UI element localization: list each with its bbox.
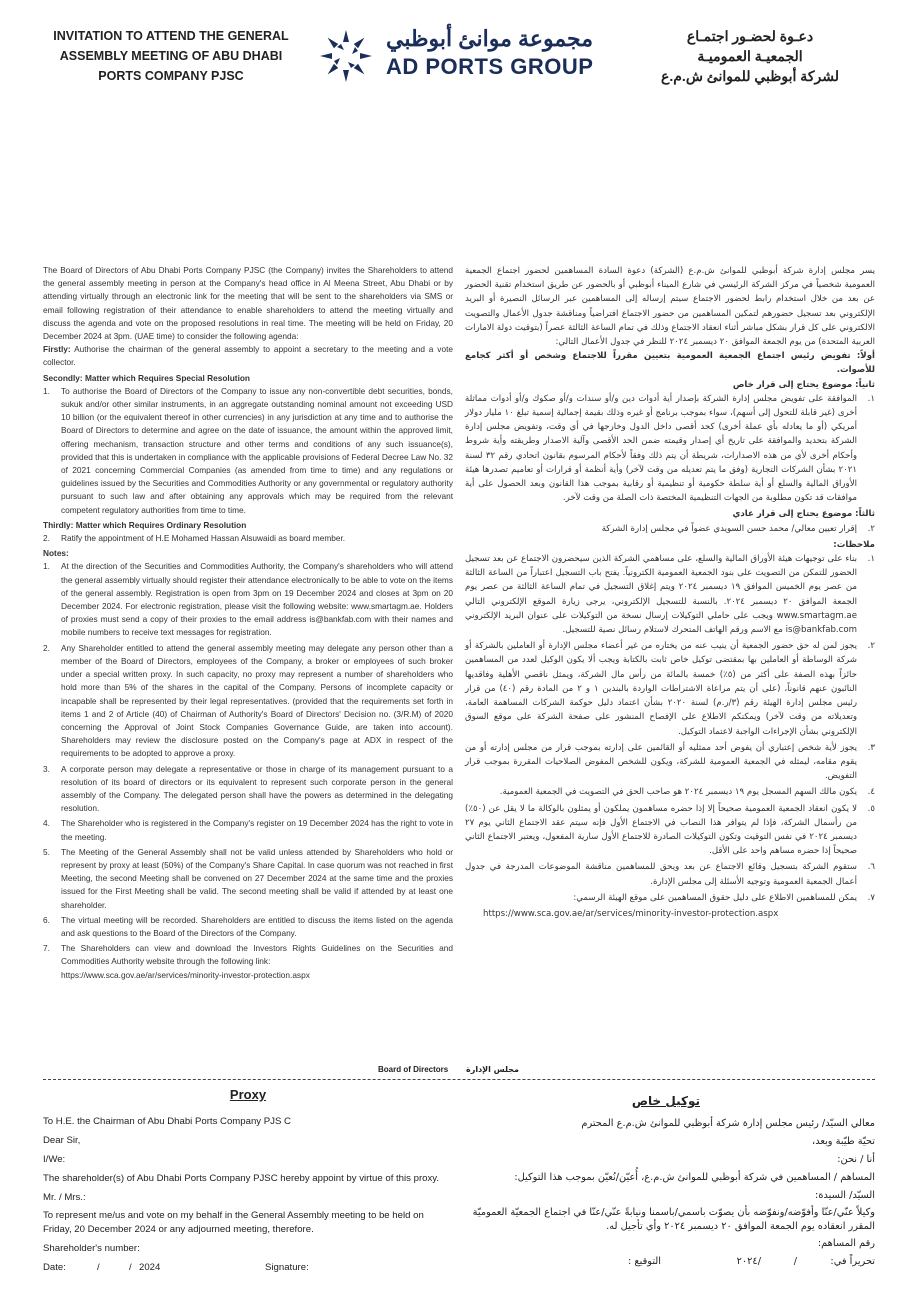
- note-number: 3.: [43, 763, 50, 774]
- agenda-item: [43, 385, 453, 517]
- proxy-dear: Dear Sir,: [43, 1135, 81, 1146]
- arabic-title-line: دعـوة لحضـور اجتمـاع: [686, 28, 814, 44]
- note-number: ٤.: [867, 787, 875, 798]
- note-number: 7.: [43, 943, 50, 954]
- proxy-mr-mrs-field-ar[interactable]: السيّد/ السيدة:: [815, 1190, 875, 1201]
- note-item-ar: [465, 552, 875, 637]
- note-item: [43, 763, 453, 816]
- arabic-title: [630, 26, 870, 86]
- proxy-represent-line-ar: وكيلاً عنّي/عنّا وأفوّضه/ونفوّضه بأن يصوّت باسمي/باسمنا ونيابةً عنّي/عنّا في اجتماع الجمعيّة العموميّة المقرر انعقاده يوم الجمعة الموافق ٢٠ ديسمبر ٢٠٢٤ وأي تأجيل له.: [472, 1207, 875, 1232]
- item-number: ١.: [867, 393, 875, 404]
- note-item-ar: [465, 741, 875, 784]
- item-number: 1.: [43, 385, 50, 396]
- note-item: [43, 642, 453, 761]
- note-text: The Meeting of the General Assembly shall not be valid unless attended by Shareholders who hold or represent by proxy at least (50%) of the Company's Share Capital. In case quorum was not reached in first Meeting, the second Meeting shall be convened on 27 December 2024 at the same time and the proxies issued for the First Meeting shall be valid. The second meeting shall be valid if attended by at least one shareholder.: [61, 846, 453, 910]
- intro-paragraph: The Board of Directors of Abu Dhabi Ports Company PJSC (the Company) invites the Shareholders to attend the general assembly meeting in person at the Company's head office in Al Meena Street, Abu Dhabi or by attending virtually through an electronic link for the meeting that will be sent to the shareholders via SMS or email following registration of their attendance to enable shareholders to attend the meeting virtually and discuss the agenda and vote on the proposed resolutions in real time. The meeting will be held on Friday, 20 December 2024 at 3pm. (UAE time) to consider the following agenda:: [43, 265, 453, 342]
- proxy-date-signature-row-ar: [465, 1253, 875, 1271]
- item-text: إقرار تعيين معالي/ محمد حسن السويدي عضواً في مجلس إدارة الشركة: [601, 523, 857, 534]
- note-item-ar: [465, 891, 875, 905]
- proxy-represent-line: To represent me/us and vote on my behalf in the General Assembly meeting to be held on Friday, 20 December 2024 or any adjourned meeting, therefore.: [43, 1210, 424, 1235]
- note-number: ٣.: [867, 742, 875, 753]
- proxy-to-line: To H.E. the Chairman of Abu Dhabi Ports Company PJS C: [43, 1116, 291, 1127]
- thirdly-heading: Thirdly: Matter which Requires Ordinary Resolution: [43, 519, 247, 530]
- sca-link-ar[interactable]: https://www.sca.gov.ae/ar/services/minority-investor-protection.aspx: [483, 908, 779, 919]
- logo-star-icon: [318, 28, 374, 84]
- arabic-title-line: الجمعيـة العموميـة: [697, 48, 803, 64]
- arabic-notice: [465, 264, 875, 921]
- firstly-paragraph-ar: أولاً: تفويض رئيس اجتماع الجمعية العمومية بتعيين مقرراً للاجتماع وشخص أو أكثر كجامع للأصوات.: [465, 351, 875, 376]
- cut-line-divider: [43, 1079, 875, 1080]
- proxy-title-ar: توكيل خاص: [631, 1094, 700, 1108]
- header: [0, 22, 918, 92]
- secondly-heading: Secondly: Matter which Requires Special Resolution: [43, 372, 251, 383]
- proxy-mr-mrs-field[interactable]: Mr. / Mrs.:: [43, 1192, 86, 1203]
- date-separator: /: [129, 1262, 132, 1273]
- agenda-item: [43, 532, 453, 545]
- note-item: [43, 942, 453, 982]
- proxy-form-ar: [465, 1094, 875, 1271]
- note-text: At the direction of the Securities and Commodities Authority, the Company's shareholders who will attend the general assembly virtually should register their attendance electronically to be able to vote on the items of the general assembly. Registration is open from 3pm on 19 December 2024 and closes at 3pm on 20 December 2024. For electronic registration, please visit the following website: www.smartagm.ae. Holders of proxies must send a copy of their proxies to the email address is@bankfab.com with their names and mobile numbers to receive text messages for registration.: [61, 561, 453, 638]
- proxy-to-line-ar: معالي السيّد/ رئيس مجلس إدارة شركة أبوظبي للموانئ ش.م.ع المحترم: [581, 1118, 875, 1129]
- note-text: يجوز لمن له حق حضور الجمعية أن ينيب عنه من يختاره من غير أعضاء مجلس الإدارة أو العاملين بالشركة أو شركة الوساطة أو العاملين بها بمقتضى توكيل خاص ثابت بالكتابة ويجب ألا يكون الوكيل لعدد من المساهمين حائزاً بهذه الصفة على أكثر من (٥٪) خمسة بالمائة من رأس مال الشركة، ويمثل ناقصي الأهلية وفاقديها النائبون عنهم قانوناً، (على أن يتم مراعاة الاشتراطات الواردة بالبندين ١ و ٢ من المادة رقم (٤٠) من قرار رئيس مجلس إدارة الهيئة رقم (٣/ر.م) لسنة ٢٠٢٠ بشأن اعتماد دليل حوكمة الشركات المساهمة العامة، وتعديلاته من وقت لآخر) ويمكنكم الاطلاع على الإفصاح المنشور على صفحة الشركة على موقع السوق الإلكتروني بشأن الإجراءات الواجبة لاعتماد التوكيل.: [465, 641, 857, 737]
- item-number: 2.: [43, 533, 50, 544]
- arabic-title-line: لشركة أبوظبي للموانئ ش.م.ع: [661, 68, 839, 84]
- date-label[interactable]: Date:: [43, 1262, 66, 1273]
- proxy-title: Proxy: [229, 1087, 267, 1102]
- note-number: 4.: [43, 818, 50, 829]
- note-text: The virtual meeting will be recorded. Shareholders are entitled to discuss the items listed on the agenda and ask questions to the Board of the Directors of the Company.: [61, 914, 453, 938]
- date-separator: /: [97, 1262, 100, 1273]
- firstly-paragraph: [43, 343, 453, 369]
- note-number: 1.: [43, 561, 50, 572]
- notes-heading-ar: ملاحظات:: [833, 539, 875, 550]
- agenda-item-ar: [465, 522, 875, 536]
- english-notice: [43, 264, 453, 984]
- notes-heading: Notes:: [43, 548, 69, 559]
- note-text: بناء على توجيهات هيئة الأوراق المالية والسلع، على مساهمي الشركة الذين سيحضرون الاجتماع عن بعد تسجيل الحضور للتمكن من التصويت على بنود الجمعية العمومية الكترونياً. يفتح باب التسجيل اعتباراً من الساعة الثالثة من عصر يوم الخميس الموافق ١٩ ديسمبر ٢٠٢٤ ويتم إغلاق التسجيل في تمام الساعة الثالثة من عصر يوم الجمعة الموافق ٢٠ ديسمبر ٢٠٢٤. بالنسبة للتسجيل الإلكتروني، يرجى زيارة الموقع الإلكتروني التالي www.smartagm.ae ويجب على حاملي التوكيلات إرسال نسخة من التوكيلات على عنوان البريد الإلكتروني is@bankfab.com مع الاسم ورقم الهاتف المتحرك لاستلام رسائل نصية للتسجيل.: [465, 554, 857, 636]
- note-text: لا يكون انعقاد الجمعية العمومية صحيحاً إلا إذا حضره مساهمون يملكون أو يمثلون بالوكالة ما لا يقل عن (٥٠٪) من رأسمال الشركة، فإذا لم يتوافر هذا النصاب في الاجتماع الأول فإنه سيتم عقد الاجتماع الثاني يوم ٢٧ ديسمبر ٢٠٢٤ في نفس التوقيت وتكون التوكيلات الصادرة للاجتماع الأول سارية المفعول، ويعتبر الاجتماع الثاني صحيحاً إذا حضره مساهم واحد على الأقل.: [465, 803, 857, 857]
- note-text: The Shareholders can view and download the Investors Rights Guidelines on the Securities and Commodities Authority website through the following link:: [61, 943, 453, 967]
- date-year-ar: /٢٠٢٤: [736, 1256, 761, 1267]
- item-text: Ratify the appointment of H.E Mohamed Hassan Alsuwaidi as board member.: [61, 533, 346, 544]
- proxy-shareholder-number-field[interactable]: Shareholder's number:: [43, 1243, 140, 1254]
- firstly-label: Firstly:: [43, 344, 71, 355]
- note-text: ستقوم الشركة بتسجيل وقائع الاجتماع عن بعد ويحق للمساهمين مناقشة الموضوعات المدرجة في جدول أعمال الجمعية العمومية وتوجيه الأسئلة إلى مجلس الإدارة.: [465, 862, 857, 887]
- proxy-iwe-field-ar[interactable]: أنا / نحن:: [837, 1154, 875, 1165]
- note-number: 6.: [43, 914, 50, 925]
- date-separator-ar: /: [793, 1256, 797, 1267]
- agenda-item-ar: [465, 392, 875, 506]
- proxy-shareholders-line-ar: المساهم / المساهمين في شركة أبوظبي للموانئ ش.م.ع، أُعيّن/نُعيّن بموجب هذا التوكيل:: [514, 1172, 875, 1183]
- note-number: ٦.: [867, 862, 875, 873]
- note-item-ar: [465, 639, 875, 738]
- item-text: To authorise the Board of Directors of the Company to issue any non-convertible debt securities, bonds, sukuk and/or other similar instruments, in an aggregate outstanding nominal amount not exceeding USD 10 billion (or the equivalent thereof in other currencies) in any jurisdiction at any time and to authorise the Board of Directors to determine and agree on the date of issuance, the amount within the approved limit, offering mechanism, transaction structure and other terms and conditions of any such issuance(s), provided that this is undertaken in compliance with the applicable provisions of Federal Decree Law No. 32 of 2021 concerning Commercial Companies (as amended from time to time) and any regulations or guidelines issued by the Securities and Commodities Authority or any governmental or regulatory authority pursuant to such law and after obtaining any approvals which may be required from the relevant competent regulatory authorities from time to time.: [61, 385, 453, 515]
- logo-english-text: AD PORTS GROUP: [386, 54, 594, 79]
- date-year: 2024: [139, 1262, 161, 1273]
- date-label-ar[interactable]: تحريراً في:: [830, 1256, 875, 1267]
- note-number: ٧.: [867, 892, 875, 903]
- signature-field[interactable]: Signature:: [265, 1262, 309, 1273]
- item-text: الموافقة على تفويض مجلس إدارة الشركة بإصدار أية أدوات دين و/أو سندات و/أو صكوك و/أو أدوات مماثلة أخرى (غير قابلة للتحول إلى أسهم)، سواء بموجب برنامج أو غيره وذلك بقيمة إجمالية إسمية تبلغ ١٠ مليار دولار أمريكي (أو ما يعادله بأي عملة أخرى) كحد أقصى داخل الدول وخارجها في أي وقت، وتفويض مجلس إدارة الشركة بتحديد والموافقة على تاريخ أي إصدار وقيمته ضمن الحد الأقصى وآلية الاصدار وطريقته وأية شروط وأحكام أخرى لأي من هذه الاصدارات، شريطة أن يتم ذلك وفقاً لأحكام المرسوم بقانون اتحادي رقم ٣٢ لسنة ٢٠٢١ بشأن الشركات التجارية (وفق ما يتم تعديله من وقت لآخر) وأية أنظمة أو قرارات أو تعاميم تصدرها هيئة الأوراق المالية والسلع أو أية سلطة حكومية أو تنظيمية أو رقابية بموجب هذا القانون وبعد الحصول على أية موافقات قد تكون مطلوبة من الجهات التنظيمية المختصة ذات الصلة من وقت لآخر.: [465, 393, 857, 504]
- signature-field-ar[interactable]: التوقيع :: [628, 1256, 661, 1267]
- note-item: [43, 846, 453, 912]
- sca-link[interactable]: https://www.sca.gov.ae/ar/services/minority-investor-protection.aspx: [61, 969, 310, 980]
- note-text: يكون مالك السهم المسجل يوم ١٩ ديسمبر ٢٠٢٤ هو صاحب الحق في التصويت في الجمعية العمومية.: [499, 787, 857, 798]
- secondly-heading-ar: ثانياً: موضوع يحتاج إلى قرار خاص: [732, 379, 875, 390]
- note-text: يمكن للمساهمين الاطلاع على دليل حقوق المساهمين على موقع الهيئة الرسمي:: [573, 892, 857, 903]
- logo-arabic-text: مجموعة موانئ أبوظبي: [386, 26, 594, 51]
- thirdly-heading-ar: ثالثاً: موضوع يحتاج إلى قرار عادي: [732, 509, 875, 520]
- note-number: ١.: [867, 554, 875, 565]
- note-item: [43, 560, 453, 639]
- board-signoff-ar: مجلس الإدارة: [466, 1065, 519, 1074]
- note-number: ٥.: [867, 803, 875, 814]
- proxy-form: [43, 1087, 453, 1277]
- note-text: The Shareholder who is registered in the Company's register on 19 December 2024 has the right to vote in the meeting.: [61, 818, 453, 842]
- intro-paragraph-ar: يسر مجلس إدارة شركة أبوظبي للموانئ ش.م.ع (الشركة) دعوة السادة المساهمين لحضور اجتماع الجمعية العمومية شخصياً في مركز الشركة الرئيسي في شارع الميناء أبوظبي أو بالحضور عن طريق استخدام تقنية الحضور عن بعد من خلال استخدام رابط لحضور الاجتماع سيتم إرساله إلى المساهمين عبر الرسائل النصيرة أو البريد الإلكتروني بعد تسجيل حضورهم لتمكين المساهمين من حضور الاجتماع افتراضياً ومناقشة جدول الأعمال والتصويت الالكتروني على كل قرار بشكل مباشر أثناء انعقاد الاجتماع وذلك في تمام الساعة الثالثة عصراً (بتوقيت دولة الامارات العربية المتحدة) من يوم الجمعة الموافق ٢٠ ديسمبر ٢٠٢٤ للنظر في جدول الأعمال التالي:: [465, 266, 875, 348]
- ad-ports-logo: [318, 24, 608, 88]
- note-item-ar: [465, 860, 875, 888]
- board-signoff: Board of Directors: [378, 1065, 449, 1074]
- note-number: ٢.: [867, 641, 875, 652]
- note-text: A corporate person may delegate a representative or those in charge of its management pursuant to a resolution of its board of directors or its equivalent to represent such corporate person in the general assembly of the Company. The delegated person shall have the powers as determined in the delegating resolution.: [61, 763, 453, 814]
- note-text: Any Shareholder entitled to attend the general assembly meeting may delegate any person other than a member of the Board of Directors, employees of the Company, a broker or employees of such broker under a special written proxy. In such capacity, no proxy may represent a number of shareholders who hold more than 5% of the shares in the capital of the Company. Persons of incomplete capacity or incapable shall be represented by their legal representatives. (provided that the requirements set forth in items 1 and 2 of Article (40) of Chairman of Authority's Board of Directors' Decision no. (3/R.M) of 2020 concerning the Approval of Joint Stock Companies Governance Guide, are taken into account). Shareholders may review the disclosure posted on the Company's page at ADX in respect of the requirements to be adopted to approve a proxy.: [61, 642, 453, 759]
- proxy-greeting-ar: تحيّة طيّبة وبعد،: [812, 1136, 875, 1147]
- note-item-ar: [465, 802, 875, 859]
- proxy-date-signature-row: [43, 1258, 453, 1277]
- proxy-iwe-field[interactable]: I/We:: [43, 1154, 66, 1165]
- proxy-shareholders-line: The shareholder(s) of Abu Dhabi Ports Company PJSC hereby appoint by virtue of this proxy.: [43, 1173, 440, 1184]
- english-title: INVITATION TO ATTEND THE GENERAL ASSEMBLY MEETING OF ABU DHABI PORTS COMPANY PJSC: [53, 29, 289, 83]
- note-text: يجوز لأية شخص إعتباري أن يفوض أحد ممثليه أو القائمين على إدارته بموجب قرار من مجلس إدارته أو من يقوم مقامه، ليمثله في الجمعية العمومية للشركة، ويكون للشخص المفوض الصلاحيات المقررة بموجب قرار التفويض.: [465, 742, 857, 782]
- note-number: 2.: [43, 642, 50, 653]
- note-item-ar: [465, 785, 875, 799]
- note-number: 5.: [43, 846, 50, 857]
- note-item: [43, 817, 453, 843]
- note-text: [61, 942, 453, 982]
- proxy-shareholder-number-field-ar[interactable]: رقم المساهم:: [817, 1238, 875, 1249]
- item-number: ٢.: [867, 523, 875, 534]
- note-item: [43, 914, 453, 940]
- firstly-text: Authorise the chairman of the general assembly to appoint a secretary to the meeting and a vote collector.: [43, 344, 453, 368]
